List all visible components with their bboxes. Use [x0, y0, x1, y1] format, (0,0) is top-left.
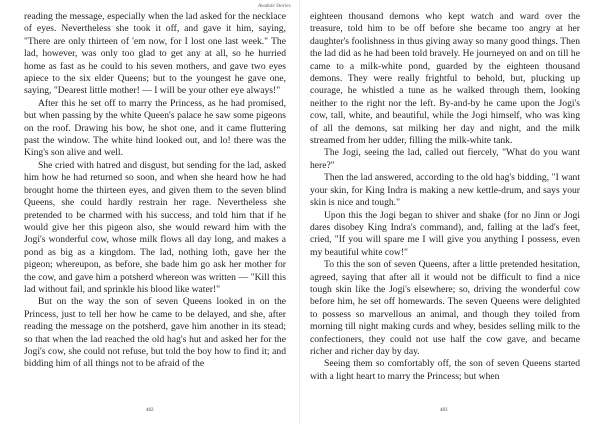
paragraph: But on the way the son of seven Queens looked in on the Princess, just to tell her how he came to be delayed, and she, after reading the message on the potsherd, gave him another in its stead; so that when the lad reached the old hag's hut and asked her for the Jogi's cow, she could not refuse, but told the boy how to find it; and bidding him of all things not to be afraid of the — [24, 296, 286, 370]
left-page-text — [24, 11, 286, 371]
paragraph: eighteen thousand demons who kept watch and ward over the treasure, told him to be off before she became too angry at her daughter's foolishness in thus giving away so many good things. Then the lad did as he had been told bravely. He journeyed on and on till he came to a milk-white pond, guarded by the eighteen thousand demons. They were really frightful to behold, but, plucking up courage, he whistled a tune as he walked through them, looking neither to the right nor the left. By-and-by he came upon the Jogi's cow, tall, white, and beautiful, while the Jogi himself, who was king of all the demons, sat milking her day and night, and the milk streamed from her udder, filling the milk-white tank. — [310, 11, 580, 147]
page-number: 482 — [146, 408, 154, 413]
paragraph: After this he set off to marry the Princess, as he had promised, but when passing by the white Queen's palace he saw some pigeons on the roof. Drawing his bow, he shot one, and it came fluttering past the window. The white hind looked out, and lo! there was the King's son alive and well. — [24, 97, 286, 159]
right-page — [300, 0, 600, 424]
paragraph: She cried with hatred and disgust, but sending for the lad, asked him how he had returned so soon, and when she heard how he had brought home the thirteen eyes, and given them to the seven blind Queens, she could hardly restrain her rage. Nevertheless she pretended to be charmed with his success, and told him that if he would give her this pigeon also, she would reward him with the Jogi's wonderful cow, whose milk flows all day long, and makes a pond as big as a kingdom. The lad, nothing loth, gave her the pigeon; whereupon, as before, she bade him go ask her mother for the cow, and gave him a potsherd whereon was written — "Kill this lad without fail, and sprinkle his blood like water!" — [24, 159, 286, 295]
right-page-text — [310, 11, 580, 383]
paragraph: Then the lad answered, according to the old hag's bidding, "I want your skin, for King Indra is making a new kettle-drum, and says your skin is nice and tough." — [310, 172, 580, 209]
paragraph: The Jogi, seeing the lad, called out fiercely, "What do you want here?" — [310, 147, 580, 171]
running-head: Avadale Stories — [258, 4, 291, 9]
paragraph: reading the message, especially when the lad asked for the necklace of eyes. Nevertheless she took it off, and gave it him, saying, "There are only thirteen of 'em now, for I lost one last week." The lad, however, was only too glad to get any at all, so he hurried home as fast as he could to his seven mothers, and gave two eyes apiece to the six elder Queens; but to the youngest he gave one, saying, "Dearest little mother! — I will be your other eye always!" — [24, 11, 286, 97]
paragraph: Seeing them so comfortably off, the son of seven Queens started with a light heart to marry the Princess; but when — [310, 358, 580, 382]
paragraph: Upon this the Jogi began to shiver and shake (for no Jinn or Jogi dares disobey King Indra's command), and, falling at the lad's feet, cried, "If you will spare me I will give you anything I possess, even my beautiful white cow!" — [310, 209, 580, 258]
page-number: 483 — [440, 408, 448, 413]
paragraph: To this the son of seven Queens, after a little pretended hesitation, agreed, saying that after all it would not be difficult to find a nice tough skin like the Jogi's elsewhere; so, driving the wonderful cow before him, he set off homewards. The seven Queens were delighted to possess so marvellous an animal, and though they toiled from morning till night making curds and whey, besides selling milk to the confectioners, they could not use half the cow gave, and became richer and richer day by day. — [310, 259, 580, 357]
